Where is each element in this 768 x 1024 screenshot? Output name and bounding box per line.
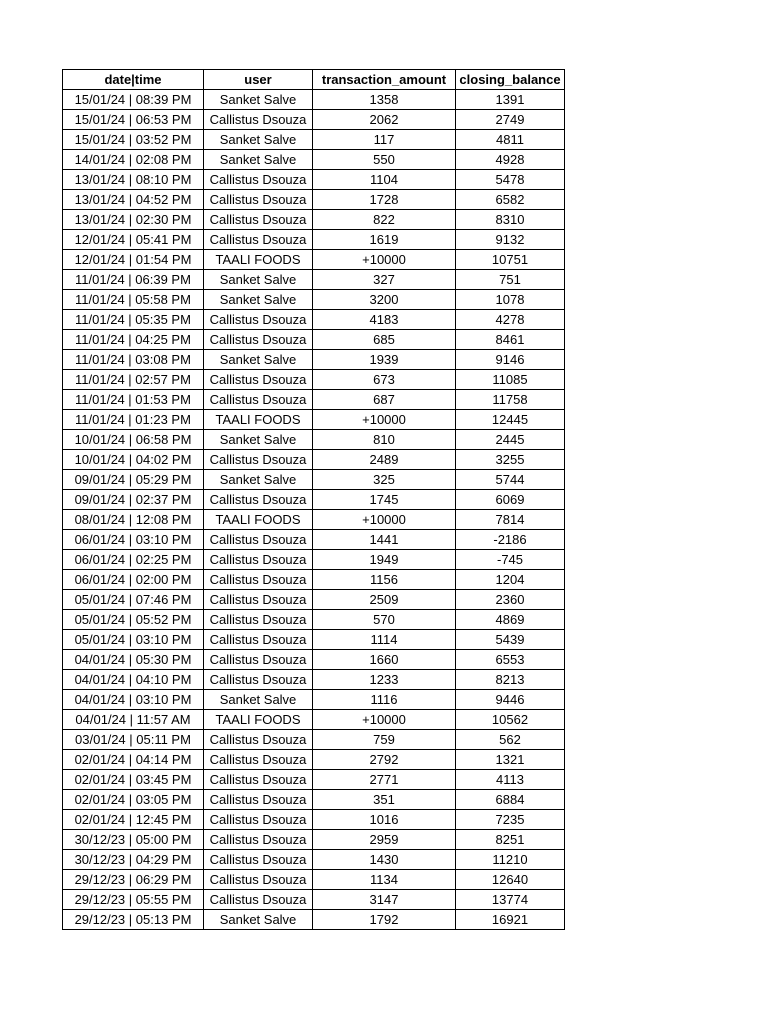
- cell-date-time: 02/01/24 | 03:45 PM: [63, 770, 204, 790]
- cell-date-time: 11/01/24 | 01:23 PM: [63, 410, 204, 430]
- cell-transaction-amount: 822: [313, 210, 456, 230]
- table-row: [63, 370, 565, 390]
- cell-date-time: 11/01/24 | 04:25 PM: [63, 330, 204, 350]
- cell-closing-balance: 5744: [456, 470, 565, 490]
- cell-user: Sanket Salve: [204, 130, 313, 150]
- cell-user: TAALI FOODS: [204, 710, 313, 730]
- cell-user: Callistus Dsouza: [204, 870, 313, 890]
- cell-user: Callistus Dsouza: [204, 750, 313, 770]
- table-row: [63, 410, 565, 430]
- cell-user: Callistus Dsouza: [204, 450, 313, 470]
- cell-transaction-amount: +10000: [313, 410, 456, 430]
- table-row: [63, 190, 565, 210]
- table-row: [63, 250, 565, 270]
- table-row: [63, 590, 565, 610]
- cell-closing-balance: 11758: [456, 390, 565, 410]
- table-row: [63, 770, 565, 790]
- table-row: [63, 350, 565, 370]
- cell-transaction-amount: 1156: [313, 570, 456, 590]
- cell-date-time: 15/01/24 | 06:53 PM: [63, 110, 204, 130]
- cell-transaction-amount: 1949: [313, 550, 456, 570]
- cell-date-time: 04/01/24 | 04:10 PM: [63, 670, 204, 690]
- table-row: [63, 230, 565, 250]
- cell-user: Sanket Salve: [204, 270, 313, 290]
- cell-user: Callistus Dsouza: [204, 190, 313, 210]
- cell-user: Sanket Salve: [204, 470, 313, 490]
- cell-user: Callistus Dsouza: [204, 850, 313, 870]
- table-row: [63, 130, 565, 150]
- cell-date-time: 09/01/24 | 02:37 PM: [63, 490, 204, 510]
- cell-transaction-amount: 1939: [313, 350, 456, 370]
- cell-date-time: 06/01/24 | 02:00 PM: [63, 570, 204, 590]
- cell-user: Callistus Dsouza: [204, 550, 313, 570]
- cell-date-time: 15/01/24 | 03:52 PM: [63, 130, 204, 150]
- cell-date-time: 04/01/24 | 11:57 AM: [63, 710, 204, 730]
- cell-transaction-amount: 1745: [313, 490, 456, 510]
- cell-closing-balance: 11210: [456, 850, 565, 870]
- cell-user: Callistus Dsouza: [204, 730, 313, 750]
- cell-date-time: 12/01/24 | 01:54 PM: [63, 250, 204, 270]
- table-row: [63, 790, 565, 810]
- header-closing-balance: closing_balance: [456, 70, 565, 90]
- cell-date-time: 14/01/24 | 02:08 PM: [63, 150, 204, 170]
- cell-closing-balance: 7814: [456, 510, 565, 530]
- cell-user: Callistus Dsouza: [204, 630, 313, 650]
- cell-transaction-amount: 2959: [313, 830, 456, 850]
- cell-transaction-amount: 1728: [313, 190, 456, 210]
- cell-date-time: 15/01/24 | 08:39 PM: [63, 90, 204, 110]
- cell-transaction-amount: 3147: [313, 890, 456, 910]
- cell-transaction-amount: 2509: [313, 590, 456, 610]
- cell-closing-balance: 5439: [456, 630, 565, 650]
- table-row: [63, 750, 565, 770]
- table-row: [63, 490, 565, 510]
- cell-transaction-amount: 351: [313, 790, 456, 810]
- cell-date-time: 02/01/24 | 12:45 PM: [63, 810, 204, 830]
- cell-transaction-amount: 2792: [313, 750, 456, 770]
- cell-transaction-amount: 1016: [313, 810, 456, 830]
- cell-closing-balance: 1204: [456, 570, 565, 590]
- cell-closing-balance: 11085: [456, 370, 565, 390]
- cell-closing-balance: 6553: [456, 650, 565, 670]
- table-row: [63, 510, 565, 530]
- table-row: [63, 710, 565, 730]
- cell-closing-balance: 13774: [456, 890, 565, 910]
- cell-closing-balance: 8461: [456, 330, 565, 350]
- cell-closing-balance: -745: [456, 550, 565, 570]
- cell-date-time: 13/01/24 | 04:52 PM: [63, 190, 204, 210]
- table-row: [63, 630, 565, 650]
- table-row: [63, 570, 565, 590]
- cell-user: Callistus Dsouza: [204, 810, 313, 830]
- cell-transaction-amount: 1792: [313, 910, 456, 930]
- cell-user: Callistus Dsouza: [204, 610, 313, 630]
- cell-user: Sanket Salve: [204, 350, 313, 370]
- cell-user: Callistus Dsouza: [204, 770, 313, 790]
- transactions-table: [62, 69, 565, 930]
- cell-transaction-amount: 1114: [313, 630, 456, 650]
- header-user: user: [204, 70, 313, 90]
- cell-transaction-amount: +10000: [313, 510, 456, 530]
- cell-closing-balance: 751: [456, 270, 565, 290]
- cell-closing-balance: 562: [456, 730, 565, 750]
- cell-closing-balance: 8310: [456, 210, 565, 230]
- cell-transaction-amount: 1233: [313, 670, 456, 690]
- table-row: [63, 290, 565, 310]
- cell-transaction-amount: 325: [313, 470, 456, 490]
- cell-user: Sanket Salve: [204, 430, 313, 450]
- cell-user: Callistus Dsouza: [204, 890, 313, 910]
- cell-transaction-amount: 759: [313, 730, 456, 750]
- cell-date-time: 06/01/24 | 03:10 PM: [63, 530, 204, 550]
- table-row: [63, 150, 565, 170]
- table-row: [63, 890, 565, 910]
- cell-date-time: 13/01/24 | 08:10 PM: [63, 170, 204, 190]
- cell-user: Callistus Dsouza: [204, 330, 313, 350]
- cell-closing-balance: 5478: [456, 170, 565, 190]
- cell-user: Sanket Salve: [204, 150, 313, 170]
- cell-transaction-amount: 570: [313, 610, 456, 630]
- cell-closing-balance: 7235: [456, 810, 565, 830]
- cell-date-time: 10/01/24 | 04:02 PM: [63, 450, 204, 470]
- cell-closing-balance: 3255: [456, 450, 565, 470]
- cell-closing-balance: 16921: [456, 910, 565, 930]
- cell-closing-balance: 4113: [456, 770, 565, 790]
- cell-user: TAALI FOODS: [204, 250, 313, 270]
- cell-date-time: 30/12/23 | 04:29 PM: [63, 850, 204, 870]
- table-row: [63, 550, 565, 570]
- table-row: [63, 430, 565, 450]
- cell-transaction-amount: 1619: [313, 230, 456, 250]
- table-row: [63, 450, 565, 470]
- cell-user: Callistus Dsouza: [204, 530, 313, 550]
- cell-transaction-amount: 2771: [313, 770, 456, 790]
- cell-closing-balance: 8213: [456, 670, 565, 690]
- cell-date-time: 11/01/24 | 01:53 PM: [63, 390, 204, 410]
- cell-closing-balance: 9146: [456, 350, 565, 370]
- table-row: [63, 610, 565, 630]
- cell-user: Callistus Dsouza: [204, 590, 313, 610]
- cell-closing-balance: 6582: [456, 190, 565, 210]
- cell-user: Callistus Dsouza: [204, 230, 313, 250]
- cell-user: Callistus Dsouza: [204, 570, 313, 590]
- cell-closing-balance: 4278: [456, 310, 565, 330]
- cell-closing-balance: 4928: [456, 150, 565, 170]
- cell-transaction-amount: 673: [313, 370, 456, 390]
- header-row: [63, 70, 565, 90]
- table-row: [63, 810, 565, 830]
- cell-user: Callistus Dsouza: [204, 790, 313, 810]
- cell-transaction-amount: 2489: [313, 450, 456, 470]
- cell-date-time: 04/01/24 | 03:10 PM: [63, 690, 204, 710]
- cell-date-time: 11/01/24 | 06:39 PM: [63, 270, 204, 290]
- cell-user: Sanket Salve: [204, 910, 313, 930]
- cell-closing-balance: 12445: [456, 410, 565, 430]
- cell-closing-balance: 4869: [456, 610, 565, 630]
- cell-date-time: 02/01/24 | 03:05 PM: [63, 790, 204, 810]
- cell-closing-balance: 9446: [456, 690, 565, 710]
- cell-user: Callistus Dsouza: [204, 830, 313, 850]
- table-row: [63, 110, 565, 130]
- cell-closing-balance: 10751: [456, 250, 565, 270]
- cell-closing-balance: 2360: [456, 590, 565, 610]
- cell-date-time: 10/01/24 | 06:58 PM: [63, 430, 204, 450]
- table-row: [63, 390, 565, 410]
- cell-user: Sanket Salve: [204, 90, 313, 110]
- table-row: [63, 910, 565, 930]
- table-row: [63, 470, 565, 490]
- cell-closing-balance: 8251: [456, 830, 565, 850]
- cell-closing-balance: 6884: [456, 790, 565, 810]
- table-row: [63, 270, 565, 290]
- cell-transaction-amount: 810: [313, 430, 456, 450]
- cell-date-time: 09/01/24 | 05:29 PM: [63, 470, 204, 490]
- cell-user: Callistus Dsouza: [204, 490, 313, 510]
- cell-user: Callistus Dsouza: [204, 390, 313, 410]
- cell-closing-balance: 1321: [456, 750, 565, 770]
- table-row: [63, 210, 565, 230]
- cell-date-time: 05/01/24 | 03:10 PM: [63, 630, 204, 650]
- cell-transaction-amount: 1660: [313, 650, 456, 670]
- table-row: [63, 730, 565, 750]
- cell-transaction-amount: 1430: [313, 850, 456, 870]
- cell-closing-balance: 9132: [456, 230, 565, 250]
- cell-user: Callistus Dsouza: [204, 310, 313, 330]
- table-row: [63, 690, 565, 710]
- table-row: [63, 870, 565, 890]
- cell-closing-balance: 2749: [456, 110, 565, 130]
- cell-transaction-amount: 117: [313, 130, 456, 150]
- cell-date-time: 11/01/24 | 05:35 PM: [63, 310, 204, 330]
- cell-transaction-amount: 2062: [313, 110, 456, 130]
- cell-transaction-amount: 1358: [313, 90, 456, 110]
- table-row: [63, 650, 565, 670]
- cell-date-time: 13/01/24 | 02:30 PM: [63, 210, 204, 230]
- cell-user: TAALI FOODS: [204, 410, 313, 430]
- table-header: [63, 70, 565, 90]
- cell-transaction-amount: 1134: [313, 870, 456, 890]
- table-row: [63, 670, 565, 690]
- cell-user: Sanket Salve: [204, 690, 313, 710]
- cell-date-time: 12/01/24 | 05:41 PM: [63, 230, 204, 250]
- table-row: [63, 530, 565, 550]
- cell-transaction-amount: 1104: [313, 170, 456, 190]
- cell-date-time: 05/01/24 | 07:46 PM: [63, 590, 204, 610]
- table-row: [63, 830, 565, 850]
- cell-date-time: 11/01/24 | 03:08 PM: [63, 350, 204, 370]
- cell-transaction-amount: +10000: [313, 250, 456, 270]
- cell-user: Callistus Dsouza: [204, 370, 313, 390]
- table-row: [63, 850, 565, 870]
- header-transaction-amount: transaction_amount: [313, 70, 456, 90]
- cell-transaction-amount: 4183: [313, 310, 456, 330]
- cell-date-time: 06/01/24 | 02:25 PM: [63, 550, 204, 570]
- cell-user: TAALI FOODS: [204, 510, 313, 530]
- cell-transaction-amount: 1116: [313, 690, 456, 710]
- cell-user: Callistus Dsouza: [204, 110, 313, 130]
- cell-user: Sanket Salve: [204, 290, 313, 310]
- cell-closing-balance: 2445: [456, 430, 565, 450]
- cell-closing-balance: -2186: [456, 530, 565, 550]
- cell-date-time: 08/01/24 | 12:08 PM: [63, 510, 204, 530]
- cell-user: Callistus Dsouza: [204, 650, 313, 670]
- cell-transaction-amount: 327: [313, 270, 456, 290]
- cell-date-time: 29/12/23 | 06:29 PM: [63, 870, 204, 890]
- cell-user: Callistus Dsouza: [204, 670, 313, 690]
- cell-closing-balance: 6069: [456, 490, 565, 510]
- cell-date-time: 11/01/24 | 02:57 PM: [63, 370, 204, 390]
- header-date-time: date|time: [63, 70, 204, 90]
- cell-transaction-amount: 3200: [313, 290, 456, 310]
- cell-closing-balance: 1391: [456, 90, 565, 110]
- cell-date-time: 05/01/24 | 05:52 PM: [63, 610, 204, 630]
- cell-closing-balance: 12640: [456, 870, 565, 890]
- cell-date-time: 30/12/23 | 05:00 PM: [63, 830, 204, 850]
- cell-transaction-amount: 685: [313, 330, 456, 350]
- cell-user: Callistus Dsouza: [204, 210, 313, 230]
- cell-date-time: 03/01/24 | 05:11 PM: [63, 730, 204, 750]
- table-row: [63, 170, 565, 190]
- table-body: [63, 90, 565, 930]
- cell-transaction-amount: 1441: [313, 530, 456, 550]
- cell-date-time: 29/12/23 | 05:55 PM: [63, 890, 204, 910]
- cell-transaction-amount: 687: [313, 390, 456, 410]
- cell-transaction-amount: 550: [313, 150, 456, 170]
- cell-transaction-amount: +10000: [313, 710, 456, 730]
- table-row: [63, 90, 565, 110]
- cell-closing-balance: 1078: [456, 290, 565, 310]
- table-row: [63, 330, 565, 350]
- cell-date-time: 04/01/24 | 05:30 PM: [63, 650, 204, 670]
- cell-date-time: 29/12/23 | 05:13 PM: [63, 910, 204, 930]
- table-row: [63, 310, 565, 330]
- cell-closing-balance: 10562: [456, 710, 565, 730]
- cell-user: Callistus Dsouza: [204, 170, 313, 190]
- cell-date-time: 11/01/24 | 05:58 PM: [63, 290, 204, 310]
- cell-closing-balance: 4811: [456, 130, 565, 150]
- cell-date-time: 02/01/24 | 04:14 PM: [63, 750, 204, 770]
